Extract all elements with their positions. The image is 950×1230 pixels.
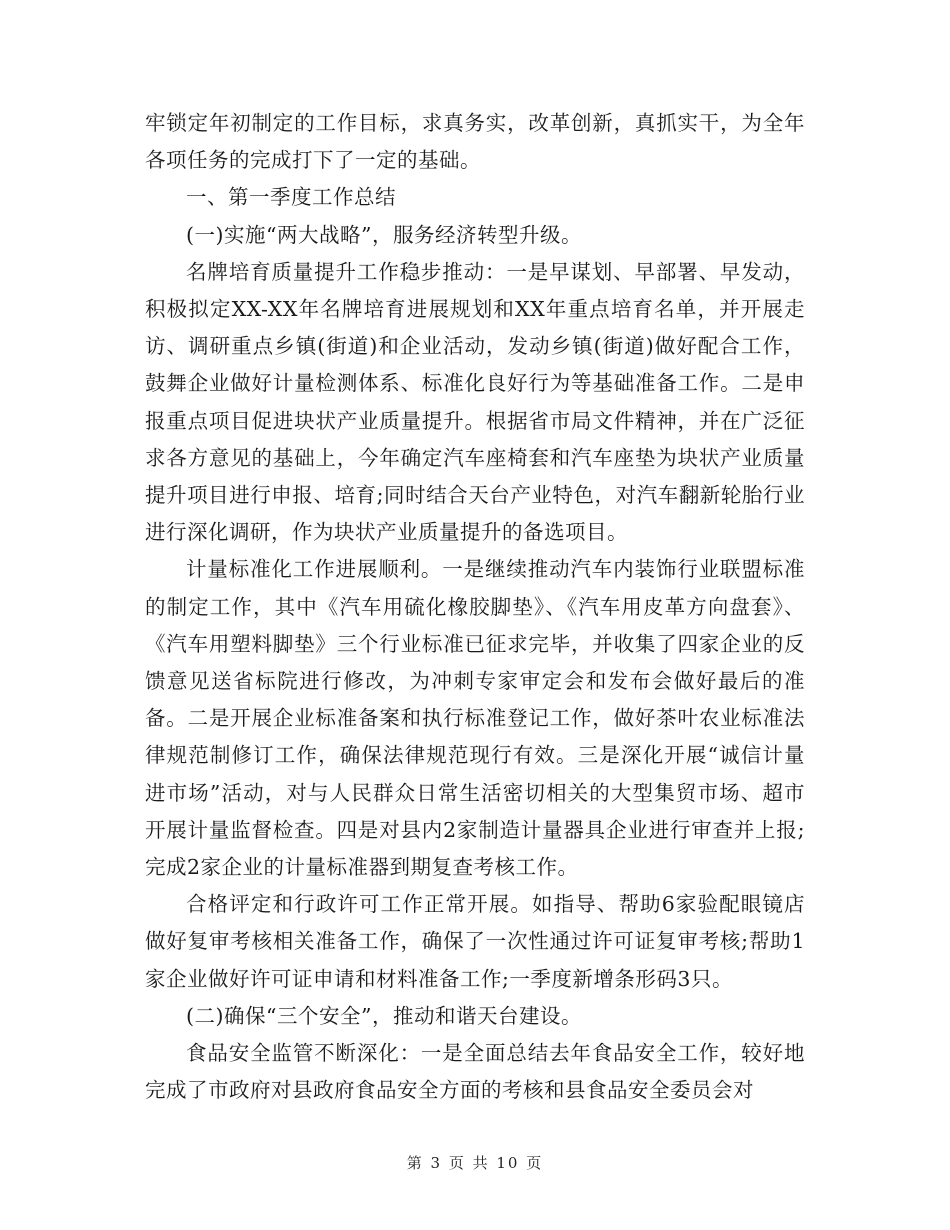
page-footer: 第 3 页 共 10 页 bbox=[406, 1154, 544, 1172]
paragraph: 计量标准化工作进展顺利。一是继续推动汽车内装饰行业联盟标准的制定工作，其中《汽车用硫化橡胶脚垫》、《汽车用皮革方向盘套》、《汽车用塑料脚垫》三个行业标准已征求完毕，并收集了四家企业的反馈意见送省标院进行修改，为冲刺专家审定会和发布会做好最后的准备。二是开展企业标准备案和执行标准登记工作，做好茶叶农业标准法律规范制修订工作，确保法律规范现行有效。三是深化开展“诚信计量进市场”活动，对与人民群众日常生活密切相关的大型集贸市场、超市开展计量监督检查。四是对县内2家制造计量器具企业进行审查并上报;完成2家企业的计量标准器到期复查考核工作。 bbox=[145, 557, 805, 880]
paragraph: 名牌培育质量提升工作稳步推动：一是早谋划、早部署、早发动，积极拟定XX-XX年名牌培育进展规划和XX年重点培育名单，并开展走访、调研重点乡镇(街道)和企业活动，发动乡镇(街道)做好配合工作，鼓舞企业做好计量检测体系、标准化良好行为等基础准备工作。二是申报重点项目促进块状产业质量提升。根据省市局文件精神，并在广泛征求各方意见的基础上，今年确定汽车座椅套和汽车座垫为块状产业质量提升项目进行申报、培育;同时结合天台产业特色，对汽车翻新轮胎行业进行深化调研，作为块状产业质量提升的备选项目。 bbox=[145, 259, 805, 545]
paragraph: 食品安全监管不断深化：一是全面总结去年食品安全工作，较好地完成了市政府对县政府食品安全方面的考核和县食品安全委员会对 bbox=[145, 1041, 805, 1103]
paragraph: 一、第一季度工作总结 bbox=[186, 185, 396, 210]
paragraph: (一)实施“两大战略”，服务经济转型升级。 bbox=[186, 222, 582, 247]
paragraph: 牢锁定年初制定的工作目标，求真务实，改革创新，真抓实干，为全年各项任务的完成打下了一定的基础。 bbox=[145, 111, 805, 173]
paragraph: 合格评定和行政许可工作正常开展。如指导、帮助6家验配眼镜店做好复审考核相关准备工作，确保了一次性通过许可证复审考核;帮助1家企业做好许可证申请和材料准备工作;一季度新增条形码3只。 bbox=[145, 892, 805, 991]
paragraph: (二)确保“三个安全”，推动和谐天台建设。 bbox=[186, 1003, 582, 1028]
document-body bbox=[145, 105, 805, 1109]
